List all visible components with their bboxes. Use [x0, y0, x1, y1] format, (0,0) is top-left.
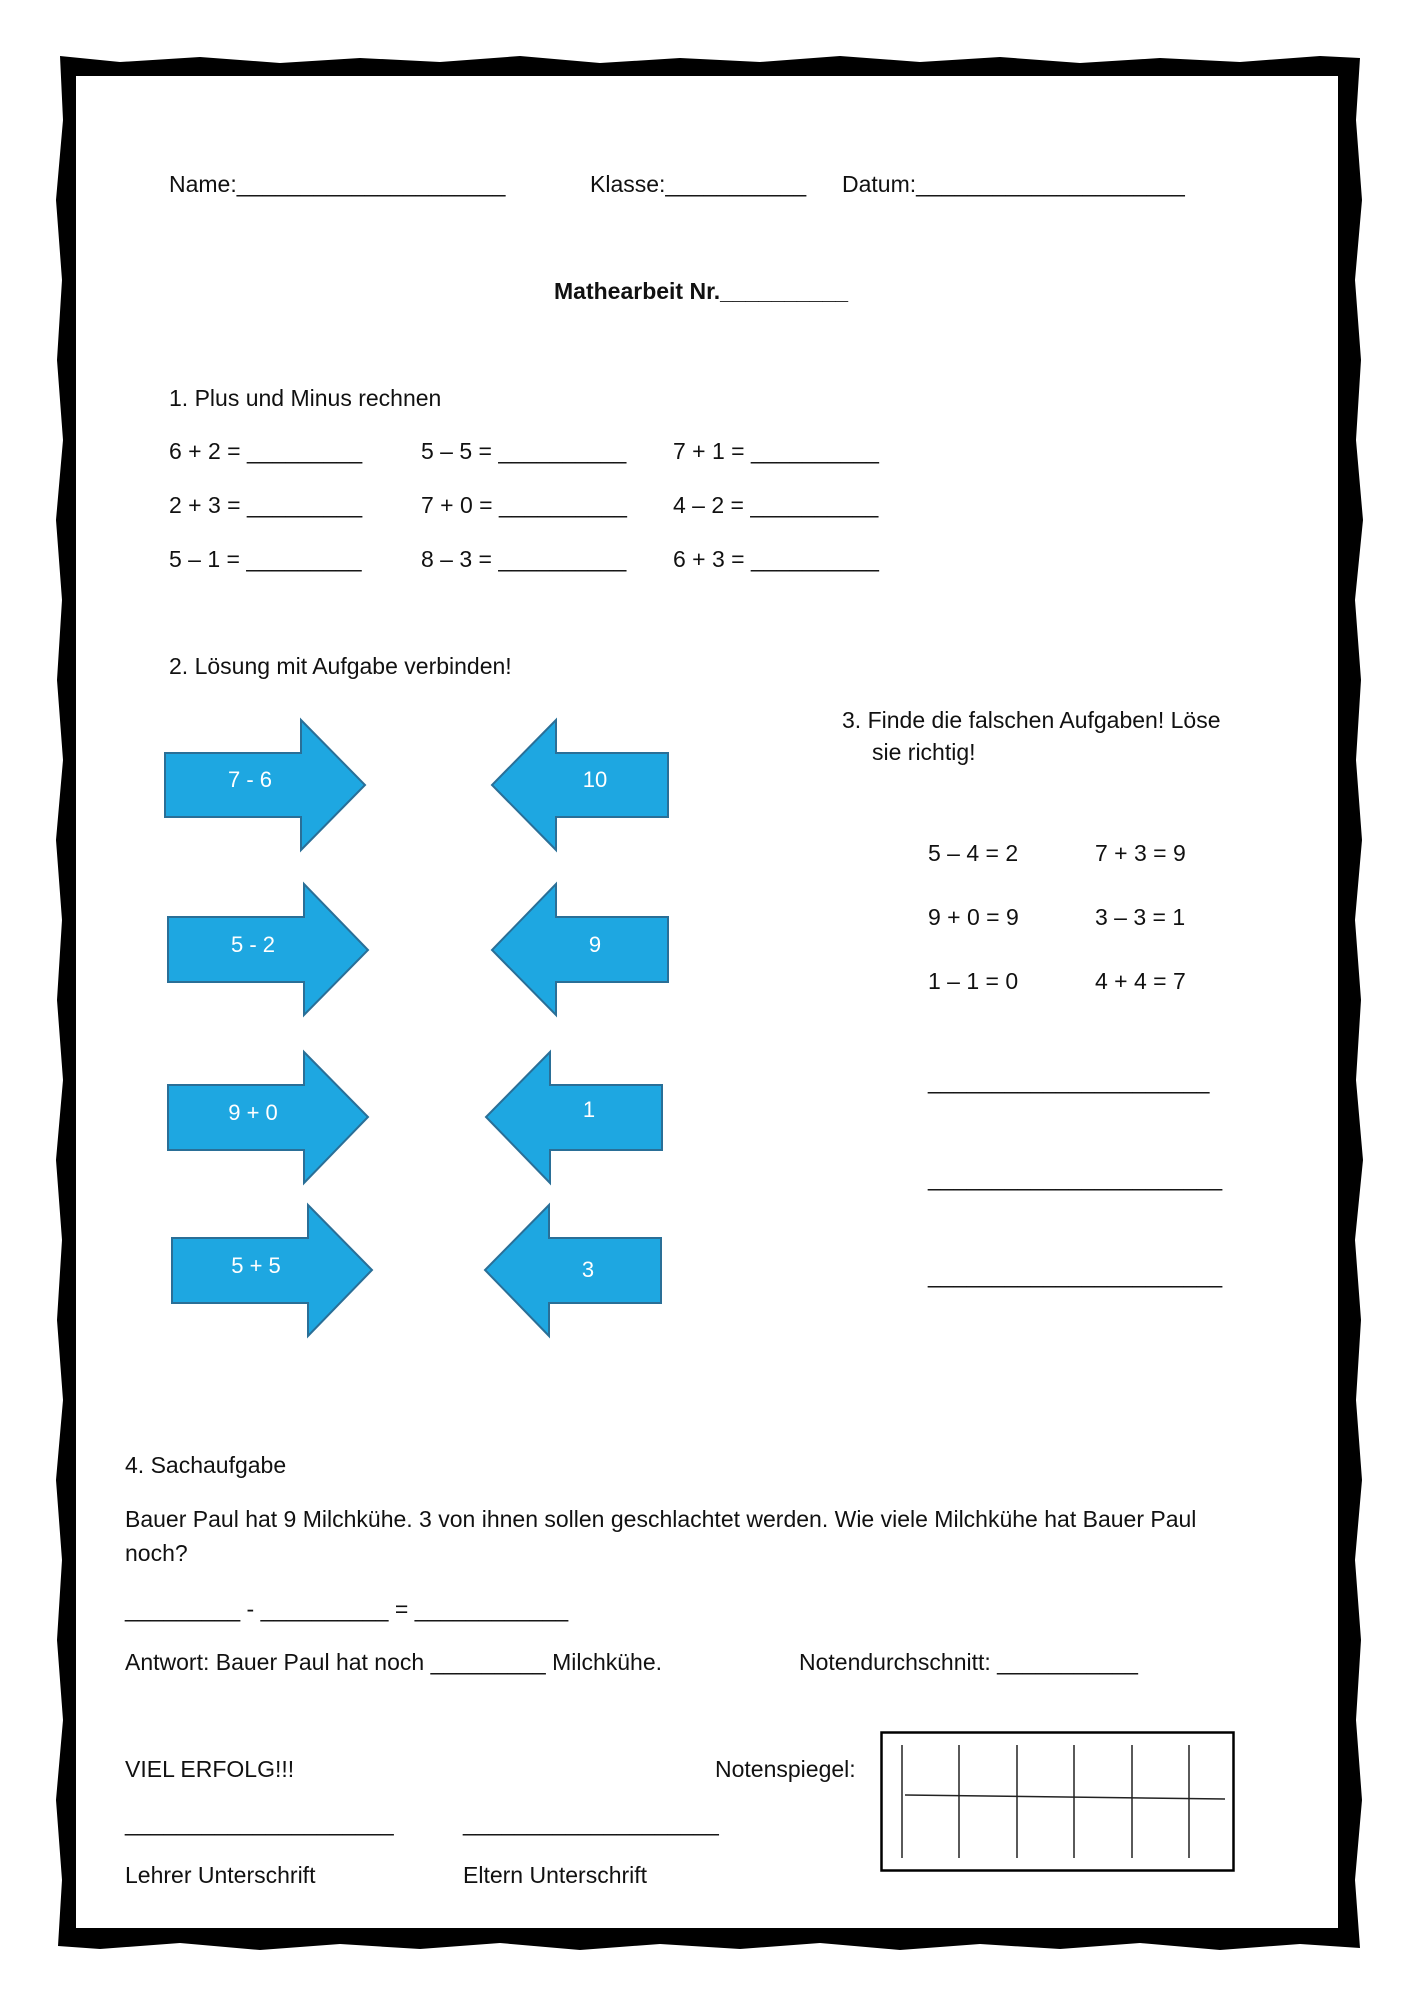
- grade-average-label: Notendurchschnitt: ___________: [799, 1649, 1138, 1675]
- teacher-signature-line: _____________________: [125, 1810, 394, 1836]
- teacher-signature-label: Lehrer Unterschrift: [125, 1862, 316, 1888]
- answer-line: _______________________: [928, 1165, 1223, 1191]
- word-problem-text-cont: noch?: [125, 1540, 188, 1566]
- section3-heading-cont: sie richtig!: [872, 739, 976, 765]
- task-cell: 6 + 3 = __________: [673, 546, 879, 572]
- word-problem-text: Bauer Paul hat 9 Milchkühe. 3 von ihnen sollen geschlachtet werden. Wie viele Milchkühe hat Bauer Paul: [125, 1506, 1197, 1532]
- check-task: 4 + 4 = 7: [1095, 968, 1186, 994]
- check-task: 3 – 3 = 1: [1095, 904, 1186, 930]
- parent-signature-label: Eltern Unterschrift: [463, 1862, 648, 1888]
- equation-line: _________ - __________ = ____________: [125, 1596, 569, 1622]
- arrow-task-label: 7 - 6: [227, 767, 273, 792]
- answer-sentence: Antwort: Bauer Paul hat noch _________ Milchkühe.: [125, 1649, 663, 1675]
- task-cell: 7 + 0 = __________: [421, 492, 627, 518]
- check-task: 1 – 1 = 0: [928, 968, 1019, 994]
- page-title: Mathearbeit Nr.__________: [554, 278, 849, 304]
- section1-heading: 1. Plus und Minus rechnen: [169, 385, 442, 411]
- notenspiegel-label: Notenspiegel:: [715, 1756, 856, 1782]
- task-cell: 5 – 5 = __________: [421, 438, 627, 464]
- task-cell: 6 + 2 = _________: [169, 438, 363, 464]
- section2-heading: 2. Lösung mit Aufgabe verbinden!: [169, 653, 512, 679]
- answer-line: _______________________: [928, 1262, 1223, 1288]
- arrow-task-label: 5 + 5: [231, 1253, 281, 1278]
- name-field-label: Name:_____________________: [169, 171, 506, 197]
- parent-signature-line: ____________________: [463, 1810, 719, 1836]
- task-cell: 8 – 3 = __________: [421, 546, 627, 572]
- arrow-task-label: 5 - 2: [230, 932, 276, 957]
- check-task: 7 + 3 = 9: [1095, 840, 1186, 866]
- task-cell: 4 – 2 = __________: [673, 492, 879, 518]
- arrow-solution-label: 1: [582, 1097, 596, 1122]
- task-cell: 5 – 1 = _________: [169, 546, 362, 572]
- good-luck-text: VIEL ERFOLG!!!: [125, 1756, 295, 1782]
- notenspiegel-box: [880, 1731, 1235, 1872]
- arrow-task-label: 9 + 0: [228, 1100, 278, 1125]
- arrow-solution-label: 9: [588, 932, 602, 957]
- answer-line: ______________________: [928, 1068, 1210, 1094]
- section4-heading: 4. Sachaufgabe: [125, 1452, 287, 1478]
- task-cell: 7 + 1 = __________: [673, 438, 879, 464]
- datum-field-label: Datum:_____________________: [842, 171, 1185, 197]
- check-task: 5 – 4 = 2: [928, 840, 1019, 866]
- task-cell: 2 + 3 = _________: [169, 492, 363, 518]
- section3-heading: 3. Finde die falschen Aufgaben! Löse: [842, 707, 1221, 733]
- check-task: 9 + 0 = 9: [928, 904, 1019, 930]
- arrow-solution-label: 3: [581, 1257, 595, 1282]
- klasse-field-label: Klasse:___________: [590, 171, 807, 197]
- arrow-solution-label: 10: [582, 767, 608, 792]
